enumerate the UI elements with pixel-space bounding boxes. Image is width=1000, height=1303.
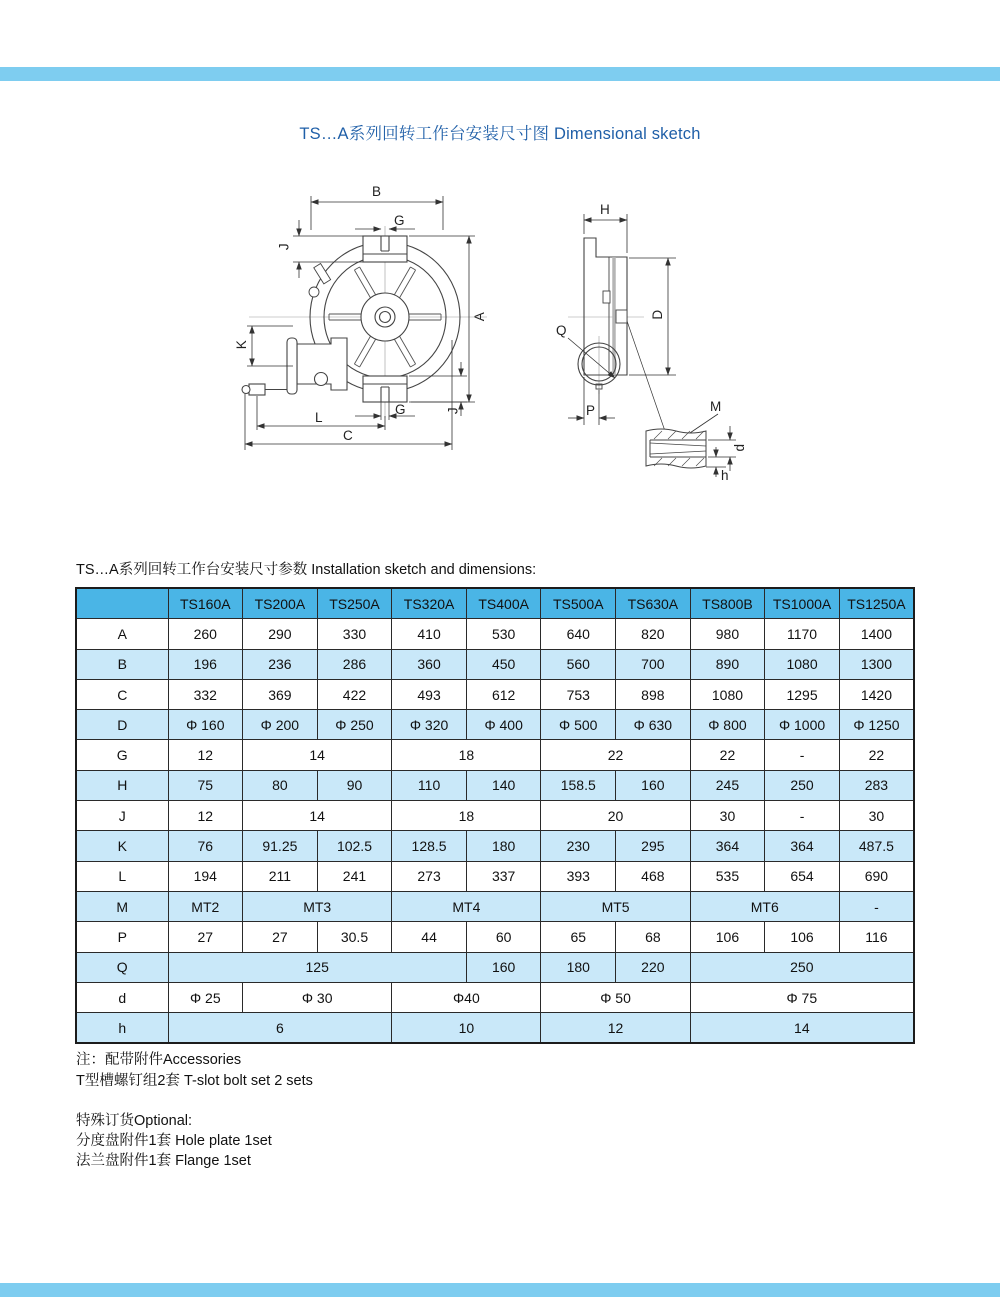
value-cell: 22	[690, 740, 765, 770]
dim-label-P: P	[586, 403, 596, 418]
value-cell: 125	[168, 952, 466, 982]
value-cell: 332	[168, 679, 243, 709]
value-cell: 820	[616, 619, 691, 649]
column-header: TS800B	[690, 588, 765, 619]
value-cell: MT3	[243, 891, 392, 921]
dim-label-G-bottom: G	[395, 402, 406, 417]
row-label: P	[76, 922, 168, 952]
value-cell: 14	[243, 740, 392, 770]
value-cell: 700	[616, 649, 691, 679]
dim-label-K: K	[233, 340, 249, 350]
value-cell: Φ 75	[690, 982, 914, 1012]
value-cell: 241	[317, 861, 392, 891]
value-cell: 220	[616, 952, 691, 982]
value-cell: 273	[392, 861, 467, 891]
bottom-accent-bar	[0, 1283, 1000, 1297]
value-cell: 18	[392, 740, 541, 770]
value-cell: 180	[466, 831, 541, 861]
top-accent-bar	[0, 67, 1000, 81]
value-cell: 44	[392, 922, 467, 952]
table-row	[76, 679, 914, 709]
value-cell: 158.5	[541, 770, 616, 800]
value-cell: 194	[168, 861, 243, 891]
value-cell: 128.5	[392, 831, 467, 861]
row-label: J	[76, 801, 168, 831]
value-cell: 640	[541, 619, 616, 649]
value-cell: 236	[243, 649, 318, 679]
value-cell: 283	[839, 770, 914, 800]
value-cell: Φ 50	[541, 982, 690, 1012]
value-cell: 410	[392, 619, 467, 649]
column-header: TS500A	[541, 588, 616, 619]
value-cell: Φ 400	[466, 710, 541, 740]
value-cell: 369	[243, 679, 318, 709]
value-cell: 1170	[765, 619, 840, 649]
value-cell: 290	[243, 619, 318, 649]
dim-label-G-top: G	[394, 213, 405, 228]
value-cell: 110	[392, 770, 467, 800]
table-row	[76, 922, 914, 952]
column-header: TS400A	[466, 588, 541, 619]
value-cell: 160	[466, 952, 541, 982]
value-cell: 90	[317, 770, 392, 800]
value-cell: 230	[541, 831, 616, 861]
value-cell: 980	[690, 619, 765, 649]
value-cell: Φ 800	[690, 710, 765, 740]
table-row	[76, 619, 914, 649]
value-cell: 260	[168, 619, 243, 649]
value-cell: 1080	[765, 649, 840, 679]
value-cell: 75	[168, 770, 243, 800]
value-cell: 211	[243, 861, 318, 891]
value-cell: Φ 1000	[765, 710, 840, 740]
value-cell: 12	[168, 740, 243, 770]
value-cell: 12	[168, 801, 243, 831]
value-cell: 487.5	[839, 831, 914, 861]
value-cell: Φ 200	[243, 710, 318, 740]
column-header: TS1000A	[765, 588, 840, 619]
row-label: G	[76, 740, 168, 770]
value-cell: 330	[317, 619, 392, 649]
value-cell: 690	[839, 861, 914, 891]
row-label: K	[76, 831, 168, 861]
value-cell: 140	[466, 770, 541, 800]
dimensions-table	[75, 587, 915, 1044]
value-cell: 1300	[839, 649, 914, 679]
row-label: L	[76, 861, 168, 891]
row-label: H	[76, 770, 168, 800]
value-cell: 753	[541, 679, 616, 709]
table-row	[76, 710, 914, 740]
column-header: TS200A	[243, 588, 318, 619]
value-cell: 364	[765, 831, 840, 861]
value-cell: 30.5	[317, 922, 392, 952]
value-cell: 22	[541, 740, 690, 770]
value-cell: 535	[690, 861, 765, 891]
value-cell: 1080	[690, 679, 765, 709]
value-cell: 493	[392, 679, 467, 709]
row-label: M	[76, 891, 168, 921]
value-cell: Φ 1250	[839, 710, 914, 740]
note-accessories: 注：配带附件Accessories	[76, 1052, 242, 1068]
value-cell: 286	[317, 649, 392, 679]
dim-label-B: B	[372, 184, 382, 199]
value-cell: Φ 160	[168, 710, 243, 740]
value-cell: 295	[616, 831, 691, 861]
row-label: h	[76, 1013, 168, 1044]
column-header: TS250A	[317, 588, 392, 619]
value-cell: 14	[243, 801, 392, 831]
table-row	[76, 740, 914, 770]
value-cell: 27	[243, 922, 318, 952]
value-cell: 196	[168, 649, 243, 679]
value-cell: -	[839, 891, 914, 921]
value-cell: Φ 30	[243, 982, 392, 1012]
table-row	[76, 861, 914, 891]
value-cell: 898	[616, 679, 691, 709]
front-view-drawing	[235, 180, 500, 485]
value-cell: 1295	[765, 679, 840, 709]
value-cell: 530	[466, 619, 541, 649]
value-cell: 30	[839, 801, 914, 831]
value-cell: 1420	[839, 679, 914, 709]
value-cell: 245	[690, 770, 765, 800]
value-cell: Φ 25	[168, 982, 243, 1012]
dim-label-A: A	[471, 312, 487, 322]
value-cell: Φ 320	[392, 710, 467, 740]
value-cell: MT5	[541, 891, 690, 921]
row-label: Q	[76, 952, 168, 982]
table-header-row	[76, 588, 914, 619]
column-header: TS160A	[168, 588, 243, 619]
value-cell: Φ 630	[616, 710, 691, 740]
value-cell: -	[765, 740, 840, 770]
side-view-lineart	[540, 180, 765, 485]
value-cell: MT6	[690, 891, 839, 921]
value-cell: 360	[392, 649, 467, 679]
value-cell: 20	[541, 801, 690, 831]
value-cell: 65	[541, 922, 616, 952]
value-cell: Φ40	[392, 982, 541, 1012]
value-cell: 22	[839, 740, 914, 770]
value-cell: MT2	[168, 891, 243, 921]
row-label: d	[76, 982, 168, 1012]
value-cell: 80	[243, 770, 318, 800]
value-cell: 60	[466, 922, 541, 952]
value-cell: 450	[466, 649, 541, 679]
dim-label-J-top: J	[276, 243, 292, 251]
value-cell: Φ 250	[317, 710, 392, 740]
row-label: A	[76, 619, 168, 649]
value-cell: 250	[765, 770, 840, 800]
column-header: TS320A	[392, 588, 467, 619]
row-label: B	[76, 649, 168, 679]
value-cell: 468	[616, 861, 691, 891]
dim-label-C: C	[343, 428, 353, 443]
row-label: D	[76, 710, 168, 740]
table-row	[76, 891, 914, 921]
value-cell: 14	[690, 1013, 914, 1044]
note-optional-title: 特殊订货Optional:	[76, 1113, 193, 1129]
table-row	[76, 770, 914, 800]
dim-label-L: L	[315, 410, 323, 425]
column-header: TS1250A	[839, 588, 914, 619]
value-cell: 160	[616, 770, 691, 800]
dim-label-d-detail: d	[732, 443, 748, 452]
value-cell: 560	[541, 649, 616, 679]
value-cell: 106	[690, 922, 765, 952]
table-row	[76, 1013, 914, 1044]
value-cell: 422	[317, 679, 392, 709]
value-cell: -	[765, 801, 840, 831]
value-cell: 250	[690, 952, 914, 982]
value-cell: 68	[616, 922, 691, 952]
value-cell: 76	[168, 831, 243, 861]
note-flange: 法兰盘附件1套 Flange 1set	[76, 1153, 251, 1169]
table-caption: TS…A系列回转工作台安装尺寸参数 Installation sketch and dimensions:	[76, 562, 537, 578]
side-view-drawing	[540, 180, 765, 485]
value-cell: 30	[690, 801, 765, 831]
dim-label-J-bottom: J	[445, 407, 461, 415]
value-cell: 1400	[839, 619, 914, 649]
table-row	[76, 649, 914, 679]
column-header: TS630A	[616, 588, 691, 619]
value-cell: 364	[690, 831, 765, 861]
value-cell: 116	[839, 922, 914, 952]
table-row	[76, 952, 914, 982]
dim-label-D: D	[650, 309, 666, 320]
value-cell: 27	[168, 922, 243, 952]
page-title: TS…A系列回转工作台安装尺寸图 Dimensional sketch	[299, 125, 701, 143]
front-view-lineart	[235, 180, 500, 485]
value-cell: 18	[392, 801, 541, 831]
dim-label-M: M	[710, 399, 722, 414]
value-cell: 654	[765, 861, 840, 891]
value-cell: 10	[392, 1013, 541, 1044]
value-cell: 102.5	[317, 831, 392, 861]
table-row	[76, 831, 914, 861]
value-cell: 106	[765, 922, 840, 952]
dim-label-h-detail: h	[721, 468, 729, 483]
value-cell: 12	[541, 1013, 690, 1044]
note-hole-plate: 分度盘附件1套 Hole plate 1set	[76, 1133, 272, 1149]
value-cell: 337	[466, 861, 541, 891]
table-row	[76, 801, 914, 831]
value-cell: 890	[690, 649, 765, 679]
value-cell: Φ 500	[541, 710, 616, 740]
value-cell: MT4	[392, 891, 541, 921]
note-tslot-bolt-set: T型槽螺钉组2套 T-slot bolt set 2 sets	[76, 1073, 313, 1089]
value-cell: 612	[466, 679, 541, 709]
corner-header	[76, 588, 168, 619]
row-label: C	[76, 679, 168, 709]
dim-label-H: H	[600, 202, 610, 217]
value-cell: 393	[541, 861, 616, 891]
table-row	[76, 982, 914, 1012]
dim-label-Q: Q	[556, 323, 567, 338]
value-cell: 180	[541, 952, 616, 982]
value-cell: 6	[168, 1013, 392, 1044]
value-cell: 91.25	[243, 831, 318, 861]
